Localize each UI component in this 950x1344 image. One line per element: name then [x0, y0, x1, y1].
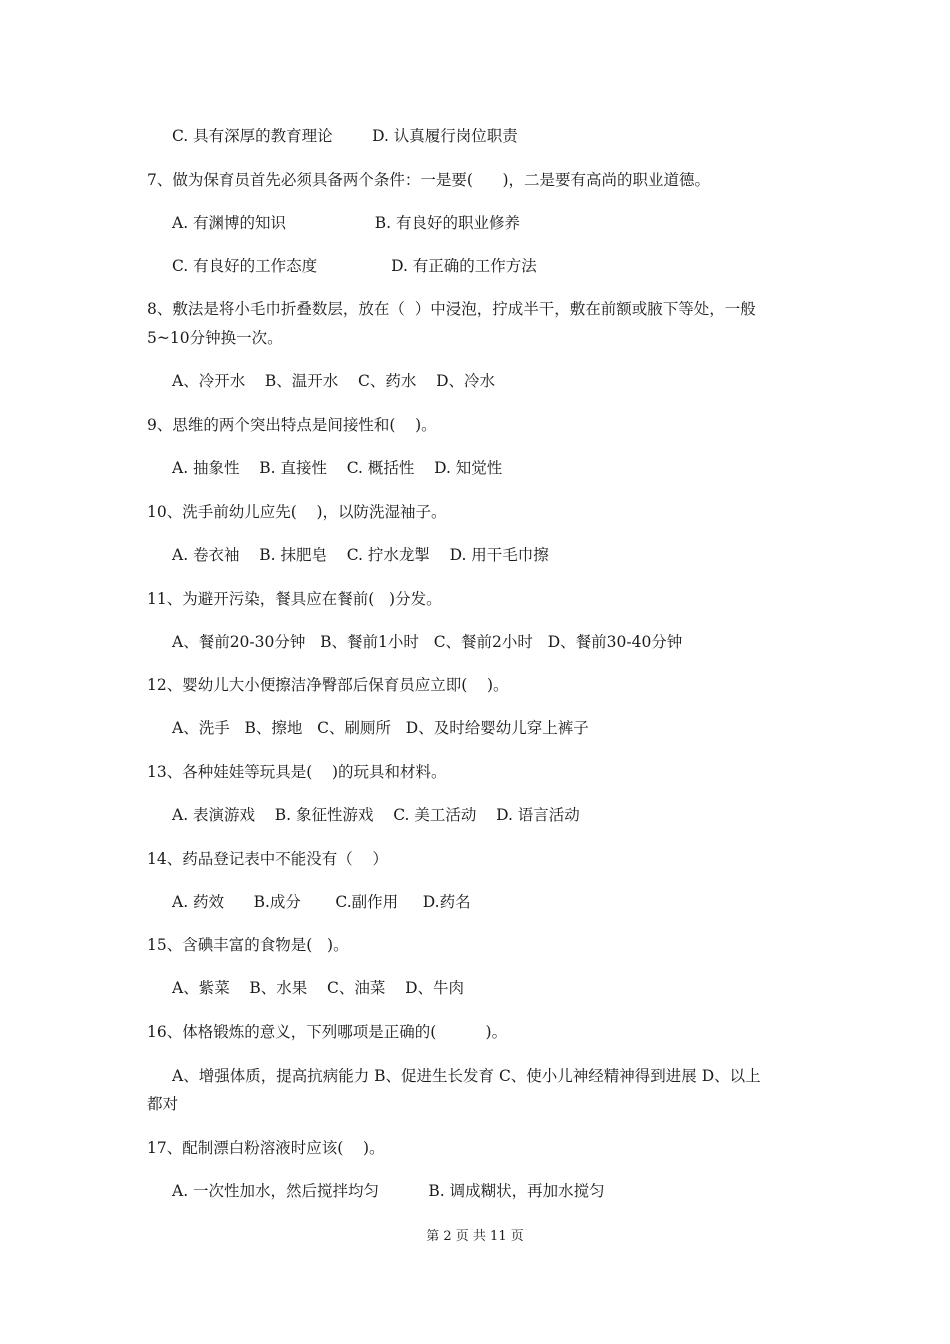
question-16: 16、体格锻炼的意义，下列哪项是正确的( )。: [147, 1023, 508, 1041]
question-7: 7、做为保育员首先必须具备两个条件：一是要( )，二是要有高尚的职业道德。: [147, 171, 711, 189]
answer-options-q16: A、增强体质，提高抗病能力 B、促进生长发育 C、使小儿神经精神得到进展 D、以上: [172, 1067, 761, 1085]
page-number-footer: 第 2 页 共 11 页: [426, 1229, 524, 1244]
question-9: 9、思维的两个突出特点是间接性和( )。: [147, 416, 437, 434]
question-11: 11、为避开污染，餐具应在餐前( )分发。: [147, 590, 442, 608]
answer-options-q15: A、紫菜 B、水果 C、油菜 D、牛肉: [172, 979, 464, 997]
question-8-continued: 5~10分钟换一次。: [147, 329, 283, 347]
question-14: 14、药品登记表中不能没有（ ）: [147, 850, 388, 868]
answer-options-q16-continued: 都对: [147, 1095, 179, 1113]
question-15: 15、含碘丰富的食物是( )。: [147, 936, 349, 954]
question-13: 13、各种娃娃等玩具是( )的玩具和材料。: [147, 763, 447, 781]
answer-options-q6-cd: C. 具有深厚的教育理论 D. 认真履行岗位职责: [172, 127, 518, 145]
question-12: 12、婴幼儿大小便擦洁净臀部后保育员应立即( )。: [147, 676, 509, 694]
question-17: 17、配制漂白粉溶液时应该( )。: [147, 1139, 385, 1157]
answer-options-q10: A. 卷衣袖 B. 抹肥皂 C. 拧水龙掣 D. 用干毛巾擦: [172, 546, 549, 564]
answer-options-q8: A、冷开水 B、温开水 C、药水 D、冷水: [172, 372, 495, 390]
answer-options-q17-ab: A. 一次性加水，然后搅拌均匀 B. 调成糊状，再加水搅匀: [172, 1182, 605, 1200]
answer-options-q12: A、洗手 B、擦地 C、刷厕所 D、及时给婴幼儿穿上裤子: [172, 719, 589, 737]
answer-options-q14: A. 药效 B.成分 C.副作用 D.药名: [172, 893, 471, 911]
answer-options-q9: A. 抽象性 B. 直接性 C. 概括性 D. 知觉性: [172, 459, 503, 477]
answer-options-q11: A、餐前20-30分钟 B、餐前1小时 C、餐前2小时 D、餐前30-40分钟: [172, 633, 683, 651]
question-10: 10、洗手前幼儿应先( )，以防洗湿袖子。: [147, 503, 447, 521]
answer-options-q7-cd: C. 有良好的工作态度 D. 有正确的工作方法: [172, 257, 537, 275]
answer-options-q13: A. 表演游戏 B. 象征性游戏 C. 美工活动 D. 语言活动: [172, 806, 580, 824]
answer-options-q7-ab: A. 有渊博的知识 B. 有良好的职业修养: [172, 214, 520, 232]
question-8: 8、敷法是将小毛巾折叠数层，放在（ ）中浸泡，拧成半干，敷在前额或腋下等处，一般: [147, 300, 756, 318]
